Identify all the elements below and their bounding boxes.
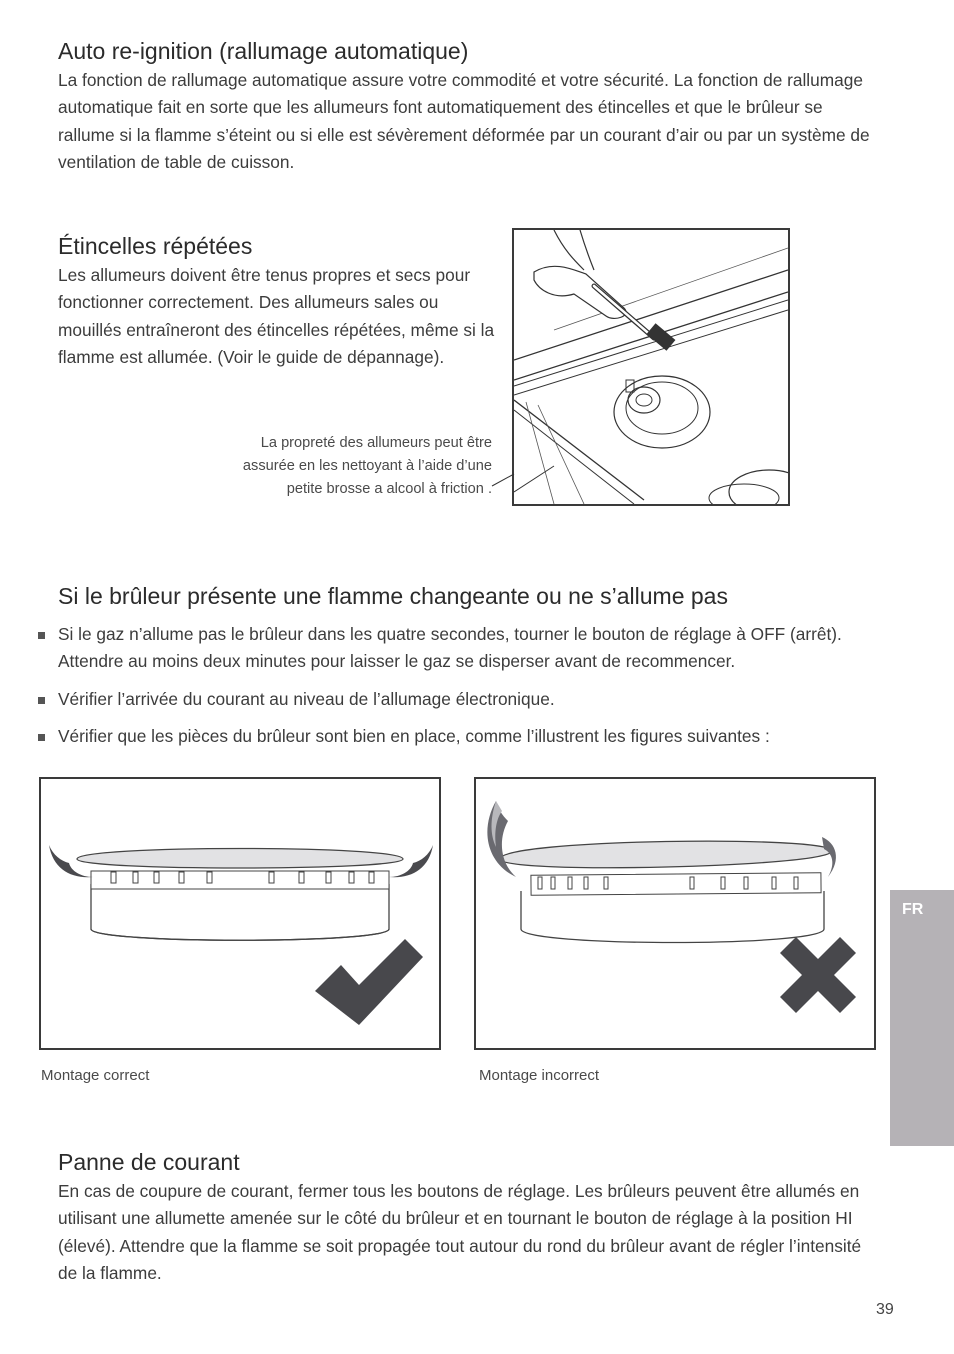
language-tab [890, 890, 954, 1146]
power-paragraph: En cas de coupure de courant, fermer tous les boutons de réglage. Les brûleurs peuvent être allumés en utilisant une allumette amenée sur le côté du brûleur et en tournant le bouton de réglage à la position HI (élevé). Attendre que la flamme se soit propagée tout autour du rond du brûleur avant de régler l’intensité de la flamme. [58, 1181, 862, 1283]
reignition-paragraph: La fonction de rallumage automatique assure votre commodité et votre sécurité. La fonction de rallumage automatique fait en sorte que les allumeurs font automatiquement des étincelles et que le brûleur se rallume si la flamme s’éteint ou si elle est sévèrement déformée par un courant d’air ou par un système de ventilation de table de cuisson. [58, 70, 870, 172]
bullet-square-icon [38, 697, 45, 704]
sparks-heading: Étincelles répétées [58, 233, 253, 259]
flame-heading: Si le brûleur présente une flamme changeante ou ne s’allume pas [58, 583, 728, 609]
igniter-cleaning-illustration [512, 228, 790, 506]
igniter-brush-drawing [514, 230, 788, 504]
list-item: Vérifier que les pièces du brûleur sont bien en place, comme l’illustrent les figures suivantes : [38, 723, 878, 750]
caption-pointer-line [490, 460, 516, 490]
power-heading: Panne de courant [58, 1149, 240, 1175]
list-item: Si le gaz n’allume pas le brûleur dans les quatre secondes, tourner le bouton de réglage à OFF (arrêt). Attendre au moins deux minutes pour laisser le gaz se disperser avant de recommencer. [38, 621, 878, 676]
page-number: 39 [876, 1301, 894, 1318]
brush-caption: La propreté des allumeurs peut être assurée en les nettoyant à l’aide d’une petite brosse a alcool à friction . [242, 435, 492, 497]
bullet-square-icon [38, 734, 45, 741]
checkmark-icon [315, 939, 423, 1025]
cross-icon [780, 937, 856, 1013]
flame-bullet-list [38, 621, 878, 760]
burner-incorrect-drawing [476, 779, 874, 1048]
list-item: Vérifier l’arrivée du courant au niveau de l’allumage électronique. [38, 686, 878, 713]
correct-assembly-figure [39, 777, 441, 1050]
reignition-heading: Auto re-ignition (rallumage automatique) [58, 38, 469, 64]
burner-correct-drawing [41, 779, 439, 1048]
correct-caption: Montage correct [41, 1067, 150, 1084]
incorrect-caption: Montage incorrect [479, 1067, 600, 1084]
language-tab-label: FR [902, 901, 924, 918]
sparks-paragraph: Les allumeurs doivent être tenus propres et secs pour fonctionner correctement. Des allumeurs sales ou mouillés entraîneront des étincelles répétées, même si la flamme est allumée. (Voir le guide de dépannage). [58, 265, 495, 367]
bullet-square-icon [38, 632, 45, 639]
incorrect-assembly-figure [474, 777, 876, 1050]
